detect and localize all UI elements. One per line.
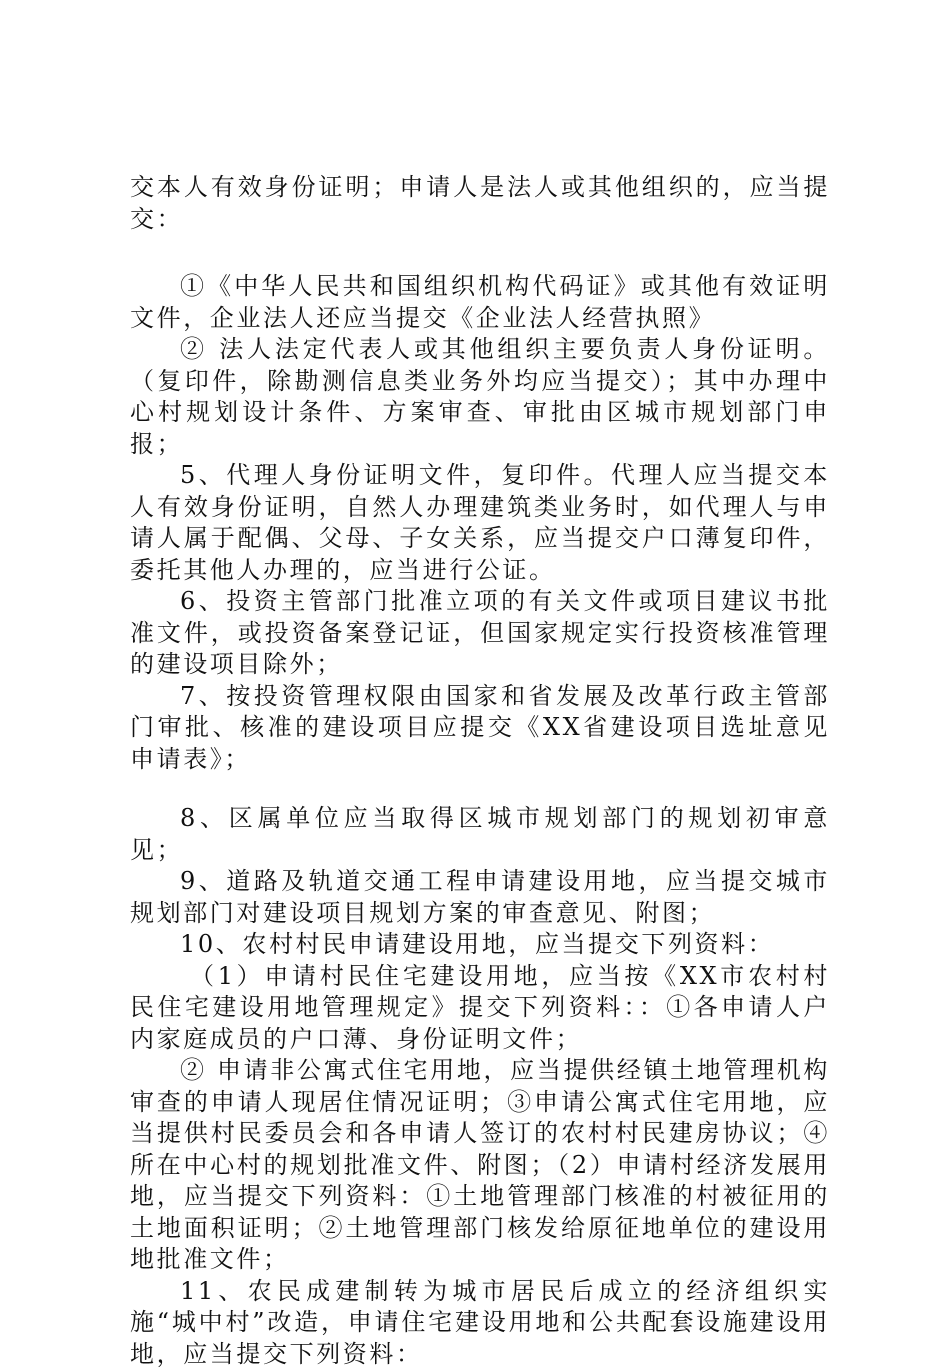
paragraph-item-10: 10、农村村民申请建设用地，应当提交下列资料： xyxy=(130,929,830,961)
paragraph-item-6: 6、投资主管部门批准立项的有关文件或项目建议书批准文件，或投资备案登记证，但国家规定实行投资核准管理的建设项目除外； xyxy=(130,586,830,681)
paragraph-continuation: 交本人有效身份证明；申请人是法人或其他组织的，应当提交： xyxy=(130,172,830,235)
paragraph-item-5: 5、代理人身份证明文件，复印件。代理人应当提交本人有效身份证明，自然人办理建筑类业务时，如代理人与申请人属于配偶、父母、子女关系，应当提交户口薄复印件，委托其他人办理的，应当进行公证。 xyxy=(130,460,830,586)
paragraph-item-2: ② 法人法定代表人或其他组织主要负责人身份证明。（复印件，除勘测信息类业务外均应当提交）；其中办理中心村规划设计条件、方案审查、审批由区城市规划部门申报； xyxy=(130,334,830,460)
paragraph-item-1: ①《中华人民共和国组织机构代码证》或其他有效证明文件，企业法人还应当提交《企业法人经营执照》 xyxy=(130,271,830,334)
paragraph-item-11: 11、农民成建制转为城市居民后成立的经济组织实施“城中村”改造，申请住宅建设用地和公共配套设施建设用地，应当提交下列资料： xyxy=(130,1276,830,1370)
paragraph-item-9: 9、道路及轨道交通工程申请建设用地，应当提交城市规划部门对建设项目规划方案的审查意见、附图； xyxy=(130,866,830,929)
paragraph-item-10-1: （1）申请村民住宅建设用地，应当按《XX市农村村民住宅建设用地管理规定》提交下列资料：：①各申请人户内家庭成员的户口薄、身份证明文件； xyxy=(130,961,830,1056)
paragraph-item-10-2: ② 申请非公寓式住宅用地，应当提供经镇土地管理机构审查的申请人现居住情况证明；③申请公寓式住宅用地，应当提供村民委员会和各申请人签订的农村村民建房协议；④所在中心村的规划批准文件、附图；（2）申请村经济发展用地，应当提交下列资料：①土地管理部门核准的村被征用的土地面积证明；②土地管理部门核发给原征地单位的建设用地批准文件； xyxy=(130,1055,830,1276)
paragraph-item-7: 7、按投资管理权限由国家和省发展及改革行政主管部门审批、核准的建设项目应提交《XX省建设项目选址意见申请表》； xyxy=(130,681,830,776)
document-body xyxy=(130,172,830,1370)
paragraph-item-8: 8、区属单位应当取得区城市规划部门的规划初审意见； xyxy=(130,803,830,866)
